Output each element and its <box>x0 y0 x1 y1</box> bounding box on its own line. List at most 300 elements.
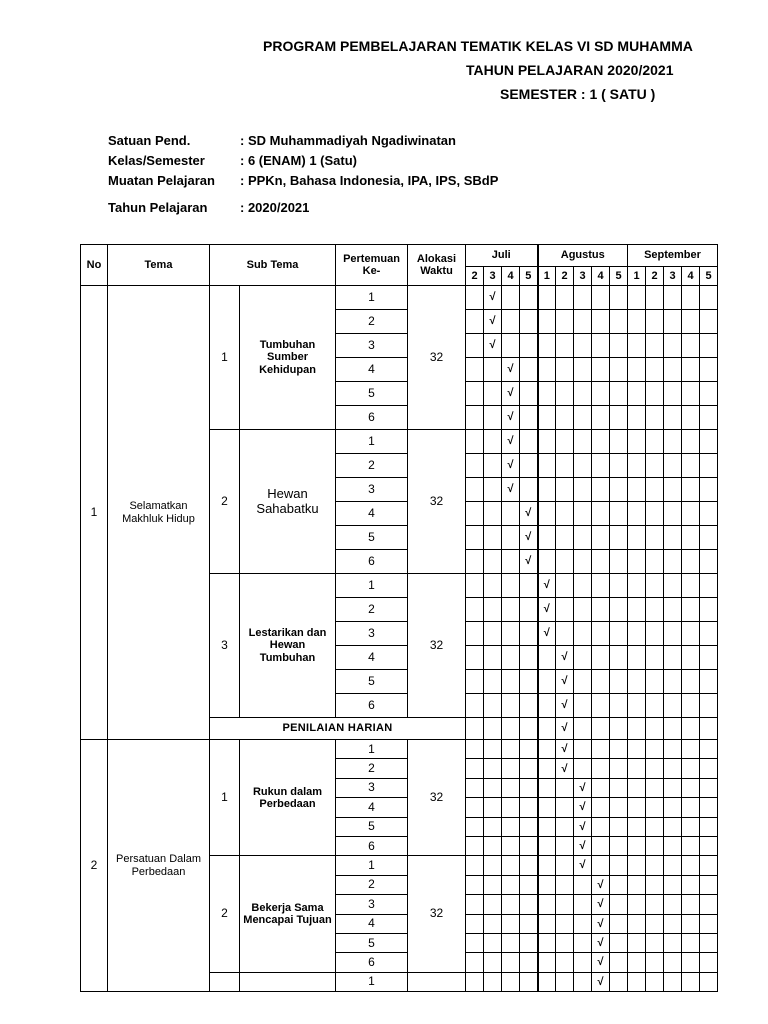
week-cell <box>682 622 700 646</box>
week-cell <box>574 430 592 454</box>
check-mark: √ <box>556 670 574 694</box>
week-cell <box>610 798 628 817</box>
week-cell <box>484 454 502 478</box>
week-cell <box>646 798 664 817</box>
week-cell <box>610 502 628 526</box>
week-cell <box>538 759 556 778</box>
week-cell <box>610 817 628 836</box>
week-cell <box>466 953 484 972</box>
week-cell <box>556 310 574 334</box>
title-line-1: PROGRAM PEMBELAJARAN TEMATIK KELAS VI SD MUHAMMA <box>263 38 693 54</box>
week-cell <box>484 358 502 382</box>
week-cell <box>646 574 664 598</box>
week-cell <box>538 856 556 875</box>
week-cell <box>682 598 700 622</box>
week-cell <box>556 895 574 914</box>
week-cell <box>556 972 574 991</box>
week-cell <box>628 856 646 875</box>
week-cell <box>646 694 664 718</box>
week-cell <box>664 856 682 875</box>
week-cell <box>484 430 502 454</box>
week-cell <box>574 598 592 622</box>
week-cell <box>538 478 556 502</box>
week-cell <box>502 526 520 550</box>
week-cell <box>538 526 556 550</box>
week-cell <box>466 933 484 952</box>
title-line-2: TAHUN PELAJARAN 2020/2021 <box>466 62 674 78</box>
month-agustus: Agustus <box>538 245 628 267</box>
week-cell <box>682 875 700 894</box>
check-mark: √ <box>520 550 538 574</box>
week-cell <box>610 574 628 598</box>
week-cell <box>700 622 718 646</box>
pertemuan-cell: 5 <box>336 382 408 406</box>
week-cell <box>538 358 556 382</box>
week-cell: 4 <box>502 267 520 286</box>
week-cell <box>682 550 700 574</box>
week-cell <box>610 836 628 855</box>
week-cell: 3 <box>664 267 682 286</box>
week-cell <box>502 778 520 797</box>
week-cell <box>682 334 700 358</box>
week-cell <box>628 406 646 430</box>
info-row <box>108 173 498 193</box>
week-cell <box>646 430 664 454</box>
week-cell <box>628 430 646 454</box>
check-mark: √ <box>538 622 556 646</box>
week-cell <box>556 526 574 550</box>
subtema-name: Tumbuhan Sumber Kehidupan <box>240 286 336 430</box>
week-cell <box>466 895 484 914</box>
week-cell <box>502 502 520 526</box>
week-cell <box>646 718 664 740</box>
week-cell <box>556 622 574 646</box>
week-cell <box>682 310 700 334</box>
pertemuan-cell: 3 <box>336 622 408 646</box>
week-cell <box>700 334 718 358</box>
week-cell <box>610 382 628 406</box>
week-cell <box>520 574 538 598</box>
week-cell <box>556 914 574 933</box>
week-cell: 2 <box>466 267 484 286</box>
week-cell <box>502 646 520 670</box>
week-cell <box>700 875 718 894</box>
week-cell <box>466 382 484 406</box>
penilaian-label: PENILAIAN HARIAN <box>210 718 466 740</box>
week-cell <box>646 914 664 933</box>
week-cell <box>520 914 538 933</box>
pertemuan-cell: 5 <box>336 817 408 836</box>
week-cell <box>592 286 610 310</box>
week-cell <box>682 694 700 718</box>
week-cell <box>520 694 538 718</box>
week-cell <box>628 526 646 550</box>
week-cell <box>628 622 646 646</box>
week-cell <box>556 953 574 972</box>
week-cell <box>466 817 484 836</box>
week-cell <box>592 310 610 334</box>
week-cell <box>574 622 592 646</box>
week-cell <box>592 502 610 526</box>
week-cell <box>484 817 502 836</box>
week-cell <box>574 740 592 759</box>
week-cell <box>592 798 610 817</box>
week-cell <box>502 694 520 718</box>
week-cell <box>628 836 646 855</box>
week-cell <box>592 526 610 550</box>
week-cell <box>484 933 502 952</box>
pertemuan-cell: 5 <box>336 933 408 952</box>
week-cell <box>484 526 502 550</box>
alokasi-cell: 32 <box>408 740 466 856</box>
table-row <box>81 286 718 310</box>
week-cell <box>646 933 664 952</box>
week-cell <box>664 598 682 622</box>
week-cell <box>592 406 610 430</box>
week-cell <box>520 430 538 454</box>
week-cell <box>556 406 574 430</box>
week-cell <box>556 875 574 894</box>
week-cell <box>628 817 646 836</box>
subtema-name: Rukun dalam Perbedaan <box>240 740 336 856</box>
info-label: Muatan Pelajaran <box>108 173 215 188</box>
week-cell <box>682 382 700 406</box>
week-cell <box>628 502 646 526</box>
week-cell <box>664 817 682 836</box>
check-mark: √ <box>556 694 574 718</box>
week-cell <box>682 526 700 550</box>
week-cell <box>700 310 718 334</box>
pertemuan-cell: 4 <box>336 358 408 382</box>
week-cell <box>502 817 520 836</box>
info-label: Tahun Pelajaran <box>108 200 208 215</box>
week-cell <box>538 670 556 694</box>
week-cell <box>664 718 682 740</box>
week-cell <box>502 334 520 358</box>
week-cell <box>682 972 700 991</box>
pertemuan-cell: 3 <box>336 895 408 914</box>
check-mark: √ <box>484 310 502 334</box>
week-cell <box>682 740 700 759</box>
week-cell <box>520 740 538 759</box>
week-cell <box>700 478 718 502</box>
alokasi-cell: 32 <box>408 286 466 430</box>
week-cell <box>700 778 718 797</box>
header-pertemuan: Pertemuan Ke- <box>336 245 408 286</box>
week-cell <box>700 358 718 382</box>
week-cell <box>484 574 502 598</box>
week-cell <box>646 550 664 574</box>
week-cell <box>628 778 646 797</box>
week-cell <box>646 310 664 334</box>
pertemuan-cell: 1 <box>336 430 408 454</box>
week-cell <box>682 670 700 694</box>
week-cell <box>466 430 484 454</box>
check-mark: √ <box>556 646 574 670</box>
week-cell <box>520 972 538 991</box>
week-cell <box>646 598 664 622</box>
week-cell <box>628 334 646 358</box>
pertemuan-cell: 5 <box>336 670 408 694</box>
pertemuan-cell: 4 <box>336 914 408 933</box>
week-cell <box>466 856 484 875</box>
week-cell <box>574 895 592 914</box>
info-label: Kelas/Semester <box>108 153 205 168</box>
check-mark: √ <box>502 478 520 502</box>
week-cell <box>682 502 700 526</box>
info-row <box>108 153 498 173</box>
week-cell <box>628 358 646 382</box>
tema-name: Selamatkan Makhluk Hidup <box>108 286 210 740</box>
week-cell <box>592 358 610 382</box>
week-cell <box>466 622 484 646</box>
week-cell <box>664 358 682 382</box>
week-cell <box>556 502 574 526</box>
week-cell <box>646 334 664 358</box>
check-mark: √ <box>538 598 556 622</box>
week-cell <box>484 836 502 855</box>
header-tema: Tema <box>108 245 210 286</box>
week-cell <box>646 856 664 875</box>
week-cell <box>700 526 718 550</box>
tema-no: 1 <box>81 286 108 740</box>
week-cell <box>664 406 682 430</box>
week-cell <box>574 574 592 598</box>
week-cell <box>466 598 484 622</box>
pertemuan-cell: 6 <box>336 836 408 855</box>
week-cell <box>538 895 556 914</box>
week-cell <box>466 526 484 550</box>
week-cell <box>556 817 574 836</box>
week-cell <box>538 406 556 430</box>
week-cell <box>682 817 700 836</box>
header-no: No <box>81 245 108 286</box>
week-cell <box>502 670 520 694</box>
subtema-no: 1 <box>210 740 240 856</box>
week-cell <box>592 430 610 454</box>
week-cell <box>610 718 628 740</box>
week-cell <box>502 718 520 740</box>
week-cell <box>682 718 700 740</box>
week-cell <box>538 286 556 310</box>
check-mark: √ <box>574 856 592 875</box>
week-cell <box>520 798 538 817</box>
week-cell <box>574 933 592 952</box>
week-cell <box>466 759 484 778</box>
week-cell <box>538 382 556 406</box>
alokasi-cell: 32 <box>408 856 466 972</box>
week-cell <box>502 895 520 914</box>
table-row <box>81 740 718 759</box>
week-cell <box>538 914 556 933</box>
week-cell <box>700 286 718 310</box>
week-cell <box>628 798 646 817</box>
week-cell <box>538 953 556 972</box>
week-cell <box>592 718 610 740</box>
week-cell <box>610 914 628 933</box>
week-cell <box>484 670 502 694</box>
week-cell: 4 <box>592 267 610 286</box>
week-cell <box>610 933 628 952</box>
week-cell <box>466 406 484 430</box>
week-cell <box>682 836 700 855</box>
week-cell <box>628 598 646 622</box>
week-cell <box>610 550 628 574</box>
week-cell <box>700 502 718 526</box>
week-cell: 2 <box>646 267 664 286</box>
week-cell <box>556 454 574 478</box>
info-row <box>108 133 498 153</box>
week-cell <box>628 574 646 598</box>
week-cell <box>700 454 718 478</box>
week-cell <box>664 430 682 454</box>
week-cell <box>610 759 628 778</box>
week-cell <box>502 759 520 778</box>
pertemuan-cell: 4 <box>336 798 408 817</box>
week-cell <box>484 895 502 914</box>
week-cell <box>664 914 682 933</box>
week-cell <box>556 856 574 875</box>
week-cell <box>610 358 628 382</box>
check-mark: √ <box>502 382 520 406</box>
week-cell <box>682 856 700 875</box>
week-cell <box>664 778 682 797</box>
week-cell <box>502 574 520 598</box>
check-mark: √ <box>502 454 520 478</box>
week-cell <box>466 670 484 694</box>
subtema-name: Hewan Sahabatku <box>240 430 336 574</box>
week-cell <box>502 953 520 972</box>
week-cell <box>466 286 484 310</box>
week-cell <box>574 646 592 670</box>
subtema-name <box>240 972 336 991</box>
week-cell <box>574 502 592 526</box>
week-cell <box>520 953 538 972</box>
week-cell <box>538 778 556 797</box>
week-cell <box>502 914 520 933</box>
week-cell <box>574 718 592 740</box>
pertemuan-cell: 6 <box>336 694 408 718</box>
week-cell <box>610 740 628 759</box>
week-cell <box>556 430 574 454</box>
week-cell <box>574 310 592 334</box>
week-cell <box>520 454 538 478</box>
check-mark: √ <box>502 430 520 454</box>
week-cell <box>700 972 718 991</box>
check-mark: √ <box>538 574 556 598</box>
week-cell <box>664 875 682 894</box>
week-cell <box>664 622 682 646</box>
month-juli: Juli <box>466 245 538 267</box>
week-cell <box>502 933 520 952</box>
week-cell <box>664 694 682 718</box>
info-label: Satuan Pend. <box>108 133 191 148</box>
week-cell <box>664 478 682 502</box>
week-cell <box>520 358 538 382</box>
week-cell <box>574 670 592 694</box>
subtema-no: 2 <box>210 430 240 574</box>
week-cell <box>556 478 574 502</box>
info-value: : 6 (ENAM) 1 (Satu) <box>240 153 357 168</box>
week-cell <box>700 817 718 836</box>
pertemuan-cell: 2 <box>336 759 408 778</box>
week-cell <box>664 382 682 406</box>
week-cell <box>682 778 700 797</box>
month-september: September <box>628 245 718 267</box>
week-cell <box>700 574 718 598</box>
week-cell <box>628 972 646 991</box>
alokasi-cell <box>408 972 466 991</box>
week-cell <box>520 622 538 646</box>
week-cell <box>664 759 682 778</box>
week-cell <box>538 798 556 817</box>
pertemuan-cell: 1 <box>336 972 408 991</box>
week-cell <box>628 382 646 406</box>
check-mark: √ <box>592 933 610 952</box>
week-cell <box>574 875 592 894</box>
week-cell <box>646 875 664 894</box>
week-cell: 4 <box>682 267 700 286</box>
week-cell <box>538 718 556 740</box>
week-cell <box>592 382 610 406</box>
week-cell <box>700 836 718 855</box>
week-cell <box>520 406 538 430</box>
week-cell <box>628 875 646 894</box>
week-cell <box>664 574 682 598</box>
week-cell <box>592 759 610 778</box>
week-cell <box>700 933 718 952</box>
week-cell <box>592 550 610 574</box>
week-cell <box>574 382 592 406</box>
week-cell <box>538 502 556 526</box>
week-cell <box>574 478 592 502</box>
week-cell <box>556 598 574 622</box>
week-cell <box>466 914 484 933</box>
week-cell <box>628 670 646 694</box>
info-value: : SD Muhammadiyah Ngadiwinatan <box>240 133 456 148</box>
week-cell <box>538 817 556 836</box>
week-cell <box>646 286 664 310</box>
week-cell <box>484 914 502 933</box>
week-cell <box>646 406 664 430</box>
week-cell <box>700 895 718 914</box>
week-cell <box>592 817 610 836</box>
week-cell <box>664 798 682 817</box>
week-cell <box>466 478 484 502</box>
week-cell <box>538 646 556 670</box>
week-cell <box>556 836 574 855</box>
check-mark: √ <box>502 358 520 382</box>
week-cell <box>610 334 628 358</box>
week-cell <box>520 286 538 310</box>
week-cell <box>484 598 502 622</box>
check-mark: √ <box>592 953 610 972</box>
week-cell <box>484 406 502 430</box>
week-cell <box>700 694 718 718</box>
week-cell <box>502 622 520 646</box>
week-cell <box>466 836 484 855</box>
week-cell <box>556 334 574 358</box>
week-cell <box>574 972 592 991</box>
week-cell <box>610 875 628 894</box>
week-cell <box>484 875 502 894</box>
week-cell <box>610 622 628 646</box>
week-cell <box>520 817 538 836</box>
week-cell <box>682 953 700 972</box>
week-cell <box>646 670 664 694</box>
week-cell <box>466 502 484 526</box>
week-cell <box>538 334 556 358</box>
